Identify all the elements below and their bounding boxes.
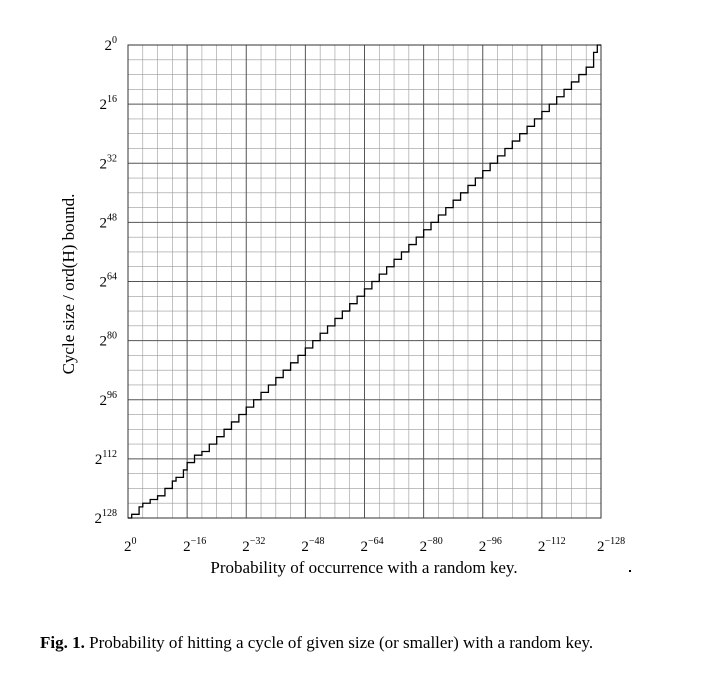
stray-dot	[629, 570, 631, 572]
grid-major	[128, 45, 601, 518]
figure-caption	[40, 633, 593, 653]
x-tick-label: $2^{-64}$	[360, 536, 384, 555]
x-tick-label: $2^{-32}$	[242, 536, 266, 555]
x-tick-labels	[124, 536, 625, 555]
y-tick-label: $2^{112}$	[94, 448, 117, 468]
x-axis-label: Probability of occurrence with a random key.	[210, 558, 518, 577]
x-tick-label: $2^{-16}$	[183, 536, 207, 555]
y-tick-label: $2^{128}$	[94, 508, 117, 527]
caption-text: Probability of hitting a cycle of given size (or smaller) with a random key.	[89, 633, 594, 652]
y-tick-label: $2^{32}$	[99, 153, 117, 173]
y-tick-label: $2^{16}$	[99, 94, 117, 114]
y-tick-label: $2^{80}$	[99, 330, 117, 350]
figure-number: Fig. 1.	[40, 633, 85, 652]
x-tick-label: $2^{-112}$	[537, 536, 566, 555]
y-tick-label: $2^{48}$	[99, 212, 117, 232]
x-tick-label: $2^{-48}$	[301, 536, 325, 555]
y-axis-label: Cycle size / ord(H) bound.	[59, 193, 78, 375]
y-tick-label: $2^0$	[104, 35, 117, 54]
x-tick-label: $2^{-80}$	[419, 536, 443, 555]
x-tick-label: $2^{-96}$	[478, 536, 502, 555]
x-tick-label: $2^{-128}$	[597, 536, 626, 555]
y-tick-label: $2^{64}$	[99, 271, 117, 291]
y-tick-label: $2^{96}$	[99, 389, 117, 409]
x-tick-label: $2^0$	[124, 536, 137, 555]
y-tick-labels	[95, 35, 118, 527]
